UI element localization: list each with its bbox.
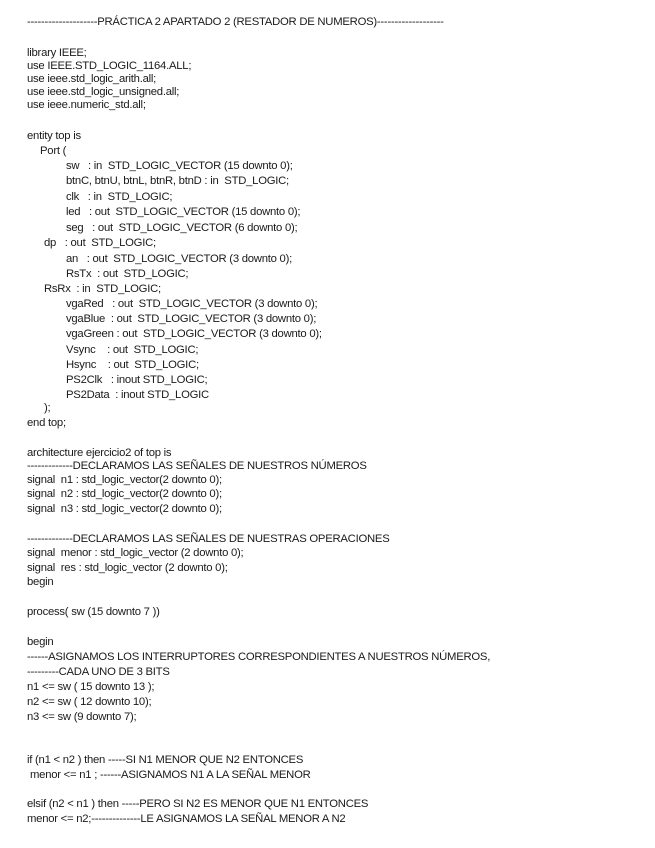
code-line: PS2Clk : inout STD_LOGIC; — [66, 374, 208, 386]
code-line: seg : out STD_LOGIC_VECTOR (6 downto 0); — [66, 222, 298, 234]
code-line: begin — [27, 576, 54, 588]
code-line: begin — [27, 636, 54, 648]
code-line: use IEEE.STD_LOGIC_1164.ALL; — [27, 60, 192, 72]
comment-line: ---------CADA UNO DE 3 BITS — [27, 666, 170, 678]
code-line: n1 <= sw ( 15 downto 13 ); — [27, 681, 155, 693]
code-line: signal n3 : std_logic_vector(2 downto 0); — [27, 503, 222, 515]
title-comment-line: --------------------PRÁCTICA 2 APARTADO 2 (RESTADOR DE NUMEROS)------------------- — [27, 16, 444, 28]
code-line: signal n2 : std_logic_vector(2 downto 0); — [27, 488, 222, 500]
code-line: process( sw (15 downto 7 )) — [27, 606, 160, 618]
code-line: if (n1 < n2 ) then -----SI N1 MENOR QUE N2 ENTONCES — [27, 754, 304, 766]
code-line: use ieee.numeric_std.all; — [27, 99, 146, 111]
code-line: signal n1 : std_logic_vector(2 downto 0); — [27, 474, 222, 486]
code-line: ); — [44, 402, 51, 414]
comment-line: -------------DECLARAMOS LAS SEÑALES DE NUESTRAS OPERACIONES — [27, 533, 390, 545]
code-line: architecture ejercicio2 of top is — [27, 447, 172, 459]
code-line: signal menor : std_logic_vector (2 downto 0); — [27, 547, 244, 559]
code-line: sw : in STD_LOGIC_VECTOR (15 downto 0); — [66, 160, 293, 172]
code-line: use ieee.std_logic_arith.all; — [27, 73, 157, 85]
code-line: menor <= n2;--------------LE ASIGNAMOS LA SEÑAL MENOR A N2 — [27, 813, 346, 825]
code-line: use ieee.std_logic_unsigned.all; — [27, 86, 180, 98]
code-line: elsif (n2 < n1 ) then -----PERO SI N2 ES MENOR QUE N1 ENTONCES — [27, 798, 369, 810]
code-line: PS2Data : inout STD_LOGIC — [66, 389, 209, 401]
code-line: menor <= n1 ; ------ASIGNAMOS N1 A LA SEÑAL MENOR — [30, 769, 311, 781]
code-line: RsRx : in STD_LOGIC; — [44, 283, 161, 295]
code-line: dp : out STD_LOGIC; — [44, 237, 156, 249]
code-line: clk : in STD_LOGIC; — [66, 191, 173, 203]
code-line: Hsync : out STD_LOGIC; — [66, 359, 199, 371]
code-line: RsTx : out STD_LOGIC; — [66, 268, 189, 280]
code-line: entity top is — [27, 130, 81, 142]
code-line: library IEEE; — [27, 47, 87, 59]
code-line: n2 <= sw ( 12 downto 10); — [27, 696, 152, 708]
code-line: an : out STD_LOGIC_VECTOR (3 downto 0); — [66, 253, 292, 265]
comment-line: ------ASIGNAMOS LOS INTERRUPTORES CORRESPONDIENTES A NUESTROS NÚMEROS, — [27, 651, 491, 663]
code-line: Port ( — [40, 145, 67, 157]
code-line: vgaRed : out STD_LOGIC_VECTOR (3 downto 0); — [66, 298, 318, 310]
code-line: vgaGreen : out STD_LOGIC_VECTOR (3 downto 0); — [66, 328, 322, 340]
code-line: btnC, btnU, btnL, btnR, btnD : in STD_LOGIC; — [66, 175, 289, 187]
code-line: end top; — [27, 417, 66, 429]
code-line: led : out STD_LOGIC_VECTOR (15 downto 0); — [66, 206, 301, 218]
code-line: Vsync : out STD_LOGIC; — [66, 344, 199, 356]
code-line: vgaBlue : out STD_LOGIC_VECTOR (3 downto 0); — [66, 313, 317, 325]
code-line: signal res : std_logic_vector (2 downto 0); — [27, 562, 228, 574]
code-line: n3 <= sw (9 downto 7); — [27, 711, 137, 723]
comment-line: -------------DECLARAMOS LAS SEÑALES DE NUESTROS NÚMEROS — [27, 460, 367, 472]
